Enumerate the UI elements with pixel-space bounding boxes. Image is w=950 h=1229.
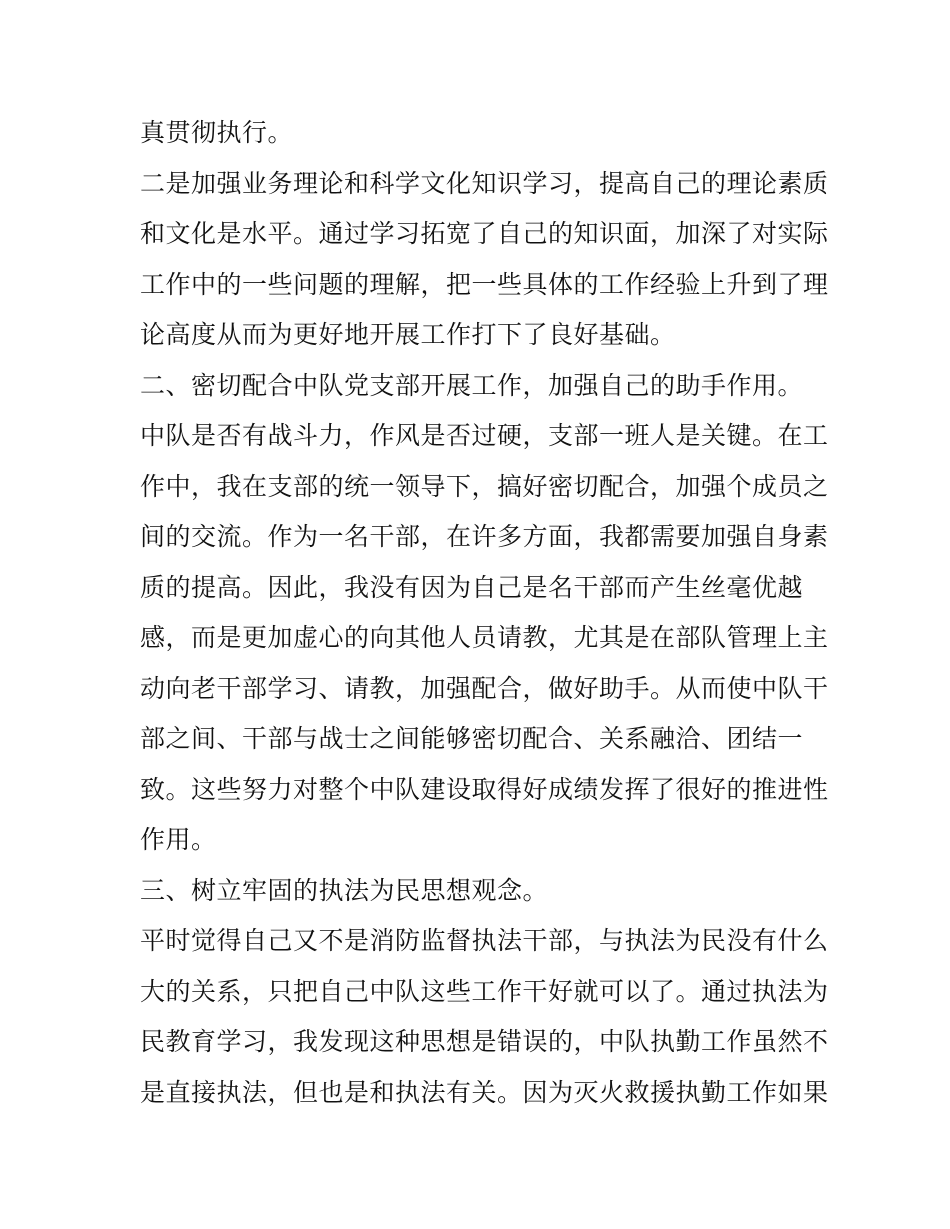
text-line: 是直接执法，但也是和执法有关。因为灭火救援执勤工作如果 xyxy=(140,1077,829,1107)
text-line: 动向老干部学习、请教，加强配合，做好助手。从而使中队干 xyxy=(140,673,829,703)
body-text xyxy=(140,108,829,1118)
text-line: 作中，我在支部的统一领导下，搞好密切配合，加强个成员之 xyxy=(140,471,829,501)
text-line: 民教育学习，我发现这种思想是错误的，中队执勤工作虽然不 xyxy=(140,1027,829,1056)
text-line: 部之间、干部与战士之间能够密切配合、关系融洽、团结一 xyxy=(140,724,804,753)
text-line: 大的关系，只把自己中队这些工作干好就可以了。通过执法为 xyxy=(140,976,829,1006)
text-line: 论高度从而为更好地开展工作打下了良好基础。 xyxy=(140,320,676,349)
text-line: 质的提高。因此，我没有因为自己是名干部而产生丝毫优越 xyxy=(140,572,804,602)
text-line: 中队是否有战斗力，作风是否过硬，支部一班人是关键。在工 xyxy=(140,421,829,450)
text-line: 间的交流。作为一名干部，在许多方面，我都需要加强自身素 xyxy=(140,522,829,551)
section-heading: 二、密切配合中队党支部开展工作，加强自己的助手作用。 xyxy=(140,370,804,400)
text-line: 真贯彻执行。 xyxy=(140,118,294,147)
section-heading: 三、树立牢固的执法为民思想观念。 xyxy=(140,875,549,905)
text-line: 致。这些努力对整个中队建设取得好成绩发挥了很好的推进性 xyxy=(140,774,829,804)
text-line: 作用。 xyxy=(140,825,217,854)
text-line: 工作中的一些问题的理解，把一些具体的工作经验上升到了理 xyxy=(140,269,829,299)
text-line: 二是加强业务理论和科学文化知识学习，提高自己的理论素质 xyxy=(140,168,829,198)
text-line: 和文化是水平。通过学习拓宽了自己的知识面，加深了对实际 xyxy=(140,219,829,248)
text-line: 感，而是更加虚心的向其他人员请教，尤其是在部队管理上主 xyxy=(140,623,829,652)
text-line: 平时觉得自己又不是消防监督执法干部，与执法为民没有什么 xyxy=(140,926,829,955)
